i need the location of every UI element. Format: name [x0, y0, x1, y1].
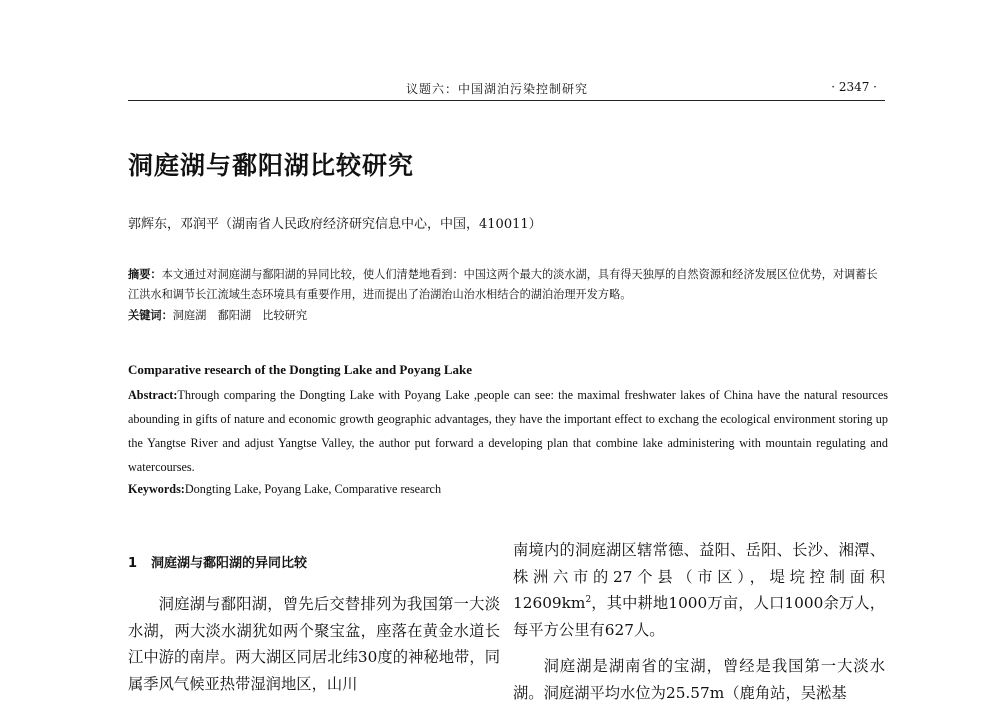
- abstract-cn-text: 本文通过对洞庭湖与鄱阳湖的异同比较，使人们清楚地看到：中国这两个最大的淡水湖，具有得天独厚的自然资源和经济发展区位优势，对调蓄长江洪水和调节长江流域生态环境具有重要作用，进而提出了治湖治山治水相结合的湖泊治理开发方略。: [128, 268, 878, 301]
- superscript: 2: [585, 594, 592, 605]
- english-keywords-text: Dongting Lake, Poyang Lake, Comparative research: [184, 482, 442, 496]
- running-header: [128, 74, 885, 101]
- english-title: Comparative research of the Dongting Lake and Poyang Lake: [128, 362, 473, 377]
- right-paragraph-1-text-b: ，其中耕地1000万亩，人口1000余万人，每平方公里有627人。: [513, 594, 885, 639]
- english-keywords-label: Keywords:: [128, 482, 185, 496]
- keywords-cn: [128, 305, 888, 326]
- english-keywords: [128, 482, 441, 497]
- keywords-cn-text: 洞庭湖 鄱阳湖 比较研究: [172, 309, 308, 322]
- section-heading: [128, 552, 307, 571]
- section-heading-text: 洞庭湖与鄱阳湖的异同比较: [151, 556, 308, 571]
- running-title: 议题六：中国湖泊污染控制研究: [406, 82, 589, 96]
- paper-title: 洞庭湖与鄱阳湖比较研究: [128, 151, 415, 180]
- page-number: · 2347 ·: [831, 80, 877, 94]
- right-column: [513, 537, 885, 706]
- abstract-cn-label: 摘要：: [128, 267, 162, 281]
- authors: 郭辉东，邓润平（湖南省人民政府经济研究信息中心，中国，410011）: [128, 217, 542, 232]
- keywords-cn-label: 关键词：: [128, 308, 173, 322]
- chinese-abstract-block: [128, 264, 888, 326]
- english-abstract: [128, 383, 888, 479]
- right-paragraph-1: [513, 537, 885, 643]
- english-abstract-text: Through comparing the Dongting Lake with Poyang Lake ,people can see: the maximal freshwater lakes of China have the natural resources abounding in gifts of nature and economic growth geographic advantages, they have the important effect to exchang the ecological environment storing up the Yangtse River and adjust Yangtse Valley, the author put forward a developing plan that combine lake administering with mountain regulating and watercourses.: [128, 388, 888, 474]
- left-paragraph: 洞庭湖与鄱阳湖，曾先后交替排列为我国第一大淡水湖，两大淡水湖犹如两个聚宝盆，座落在黄金水道长江中游的南岸。两大湖区同居北纬30度的神秘地带，同属季风气候亚热带湿润地区，山川: [128, 595, 500, 693]
- english-abstract-label: Abstract:: [128, 388, 178, 402]
- abstract-cn: [128, 264, 888, 305]
- section-number: 1: [128, 556, 138, 571]
- right-paragraph-1-text-a: 南境内的洞庭湖区辖常德、益阳、岳阳、长沙、湘潭、株洲六市的27个县（市区），堤垸控制面积12609km: [513, 541, 885, 612]
- right-paragraph-2: 洞庭湖是湖南省的宝湖，曾经是我国第一大淡水湖。洞庭湖平均水位为25.57m（鹿角站，吴淞基: [513, 657, 885, 702]
- left-column: [128, 591, 500, 697]
